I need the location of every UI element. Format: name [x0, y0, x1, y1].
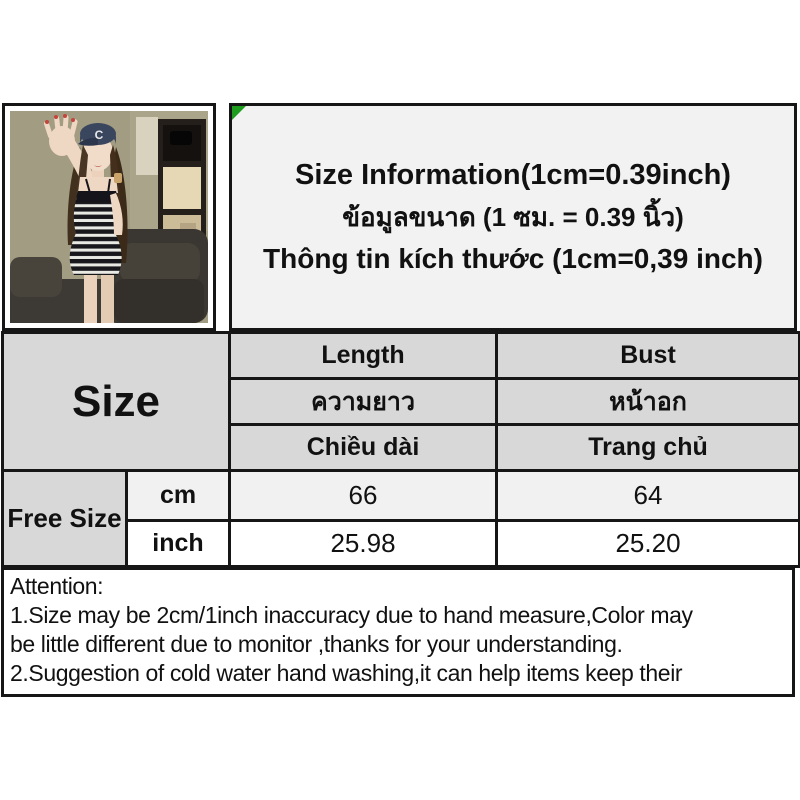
table-row-cm [3, 471, 800, 521]
title-english: Size Information(1cm=0.39inch) [295, 159, 731, 191]
attention-notes [1, 567, 795, 697]
photo-legs [84, 275, 97, 323]
product-photo [2, 103, 216, 331]
attention-note-1: 1.Size may be 2cm/1inch inaccuracy due to hand measure,Color may [10, 602, 693, 628]
col-header-bust-thai: หน้าอก [497, 379, 800, 425]
col-header-length-thai: ความยาว [230, 379, 497, 425]
bust-inch-value: 25.20 [497, 521, 800, 567]
free-size-label: Free Size [3, 471, 127, 567]
length-inch-value: 25.98 [230, 521, 497, 567]
bust-cm-value: 64 [497, 471, 800, 521]
photo-doorway [136, 117, 158, 175]
photo-cap-letter: C [94, 128, 104, 142]
green-corner-marker-icon [232, 106, 246, 120]
col-header-length: Length [230, 333, 497, 379]
title-thai: ข้อมูลขนาด (1 ซม. = 0.39 นิ้ว) [342, 202, 684, 232]
unit-cm-label: cm [127, 471, 230, 521]
attention-note-1-cont: be little different due to monitor ,thanks for your understanding. [10, 631, 623, 657]
model-photo-illustration [10, 111, 208, 323]
attention-heading: Attention: [10, 573, 104, 599]
title-vietnamese: Thông tin kích thước (1cm=0,39 inch) [263, 243, 763, 274]
length-cm-value: 66 [230, 471, 497, 521]
size-info-header [229, 103, 797, 331]
size-chart-table [1, 331, 800, 568]
attention-note-2: 2.Suggestion of cold water hand washing,it can help items keep their [10, 660, 683, 686]
photo-bag-strap [114, 173, 122, 183]
col-header-bust: Bust [497, 333, 800, 379]
unit-inch-label: inch [127, 521, 230, 567]
table-row-header-en [3, 333, 800, 379]
size-corner-cell: Size [3, 333, 230, 471]
col-header-length-viet: Chiều dài [230, 425, 497, 471]
col-header-bust-viet: Trang chủ [497, 425, 800, 471]
